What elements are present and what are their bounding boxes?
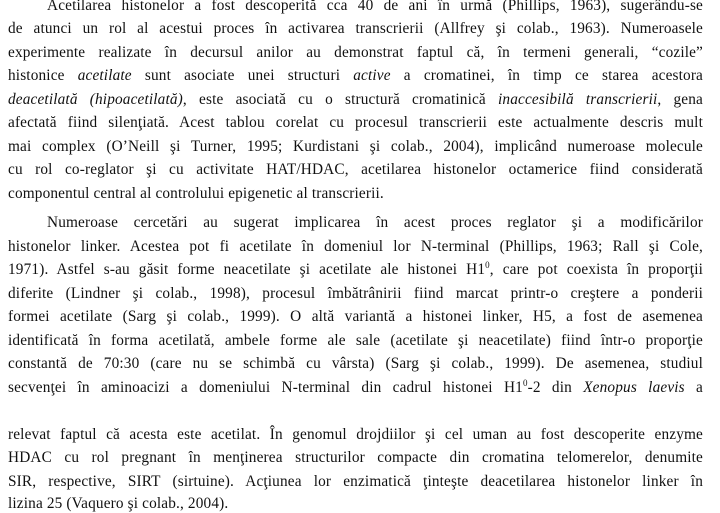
paragraph-line: histonelor linker. Acestea pot fi acetilate în domeniul lor N-terminal (Phillips, 1963; Rall şi Cole, xyxy=(8,238,703,255)
paragraph-line xyxy=(8,67,703,85)
italic-term: Xenopus laevis xyxy=(583,379,685,396)
paragraph-line: HDAC cu rol pregnant în menţinerea structurilor compacte din cromatina telomerelor, denumite xyxy=(8,449,703,466)
italic-term: inaccesibilă transcrierii xyxy=(498,91,658,108)
paragraph-line: constantă de 70:30 (care nu se schimbă cu vârsta) (Sarg şi colab., 1999). De asemenea, studiul xyxy=(8,355,703,372)
italic-term: acetilate xyxy=(77,67,132,84)
paragraph-line: SIR, respective, SIRT (sirtuine). Acţiunea lor enzimatică ţinteşte deacetilarea histonelor linker în xyxy=(8,473,703,490)
paragraph-line xyxy=(8,91,703,109)
paragraph-line: de atunci un rol al acestui proces în activarea transcrierii (Allfrey şi colab., 1963). Numeroasele xyxy=(8,20,703,37)
paragraph-line: afectată fiind silenţiată. Acest tablou corelat cu procesul transcrierii este actualmente descris mult xyxy=(8,114,703,131)
paragraph-line: Numeroase cercetări au sugerat implicarea în acest proces reglator şi a modificărilor xyxy=(47,214,703,231)
text-span: histonice xyxy=(8,67,78,84)
superscript: 0 xyxy=(485,260,490,270)
text-span: , care pot coexista în proporţii xyxy=(489,261,703,278)
italic-term: deacetilată (hipoacetilată) xyxy=(8,91,183,108)
paragraph-line xyxy=(8,261,703,279)
paragraph-line: mai complex (O’Neill şi Turner, 1995; Kurdistani şi colab., 2004), implicând numeroase molecule xyxy=(8,138,703,155)
text-span: , gena xyxy=(657,91,703,108)
text-span: 1971). Astfel s-au găsit forme neacetilate şi acetilate ale histonei H1 xyxy=(8,261,486,278)
paragraph-line: formei acetilate (Sarg şi colab., 1999). O altă variantă a histonei linker, H5, a fost de asemenea xyxy=(8,308,703,325)
paragraph-line: relevat faptul că acesta este acetilat. În genomul drojdiilor şi cel uman au fost descoperite enzyme xyxy=(8,426,703,443)
paragraph-line: componentul central al controlului epigenetic al transcrierii. xyxy=(8,185,384,202)
text-span: a xyxy=(684,379,703,396)
paragraph-line: identificată în forma acetilată, ambele forme ale sale (acetilate şi neacetilate) fiind într-o proporţie xyxy=(8,332,703,349)
paragraph-line: experimente realizate în decursul anilor au demonstrat faptul că, în termeni generali, “cozile” xyxy=(8,44,703,61)
paragraph-line xyxy=(8,379,703,397)
paragraph-line: lizina 25 (Vaquero şi colab., 2004). xyxy=(8,495,229,512)
text-span: sunt asociate unei structuri xyxy=(131,67,354,84)
text-span: , este asociată cu o structură cromatinică xyxy=(182,91,499,108)
superscript: 0 xyxy=(522,378,528,388)
italic-term: active xyxy=(353,67,391,84)
paragraph-line: cu rol co-reglator şi cu activitate HAT/HDAC, acetilarea histonelor octamerice fiind considerată xyxy=(8,161,703,178)
paragraph-line: Acetilarea histonelor a fost descoperită cca 40 de ani în urmă (Phillips, 1963), sugerându-se xyxy=(47,0,703,14)
text-span: a cromatinei, în timp ce starea acestora xyxy=(390,67,704,84)
text-span: -2 din xyxy=(527,379,584,396)
text-span: secvenţei în aminoacizi a domeniului N-terminal din cadrul histonei H1 xyxy=(8,379,523,396)
paragraph-line: diferite (Lindner şi colab., 1998), procesul îmbătrânirii fiind marcat printr-o creştere a ponderii xyxy=(8,285,703,302)
